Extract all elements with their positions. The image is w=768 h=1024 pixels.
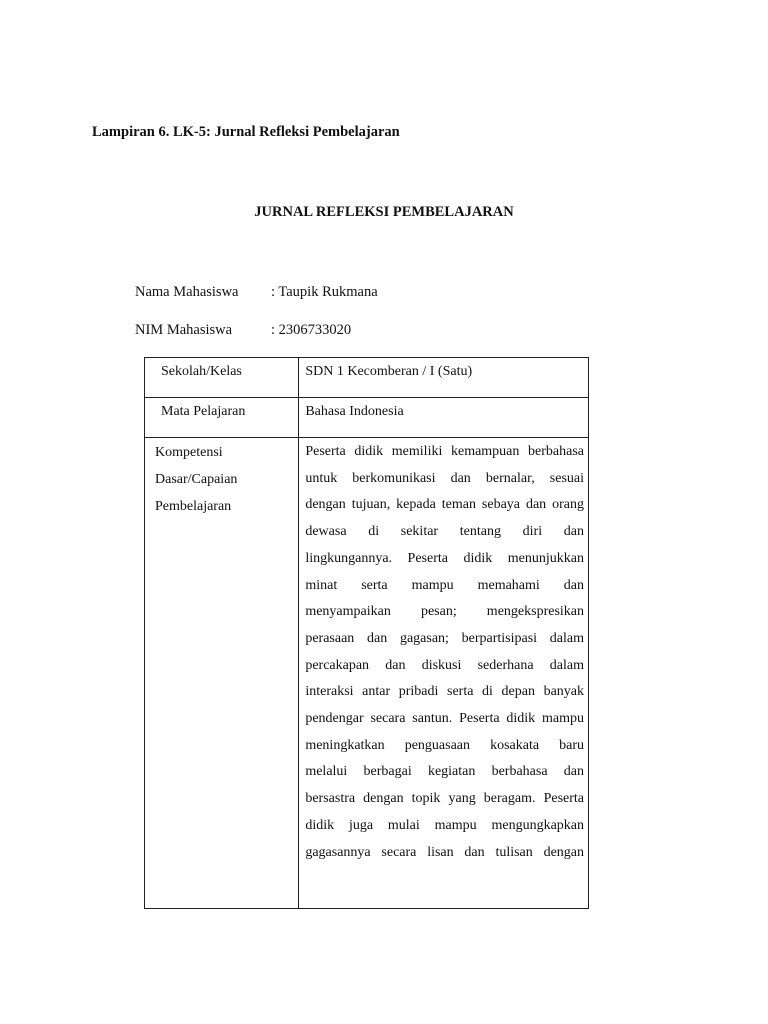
document-title: JURNAL REFLEKSI PEMBELAJARAN	[254, 204, 514, 220]
competency-text-line: pendengar secara santun. Peserta didik mampu	[305, 711, 584, 727]
reflection-info-table	[144, 357, 589, 909]
school-class-value: SDN 1 Kecomberan / I (Satu)	[305, 364, 473, 379]
competency-text-line: gagasannya secara lisan dan tulisan dengan	[305, 844, 584, 860]
student-id-value: : 2306733020	[271, 322, 352, 338]
competency-text-line: melalui berbagai kegiatan berbahasa dan	[305, 764, 584, 780]
competency-text-line: perasaan dan gagasan; berpartisipasi dalam	[305, 630, 584, 646]
table-cell-label	[145, 398, 299, 438]
competency-text-line: minat serta mampu memahami dan	[305, 577, 584, 593]
competency-text-line: percakapan dan diskusi sederhana dalam	[305, 657, 584, 673]
competency-text	[299, 438, 588, 866]
competency-text-line: untuk berkomunikasi dan bernalar, sesuai	[305, 470, 584, 486]
competency-text-line: dengan tujuan, kepada teman sebaya dan orang	[305, 497, 584, 513]
competency-text-line: didik juga mulai mampu mengungkapkan	[305, 817, 584, 833]
competency-label-line: Kompetensi	[155, 445, 223, 460]
subject-label: Mata Pelajaran	[161, 404, 246, 419]
competency-text-line: interaksi antar pribadi serta di depan banyak	[305, 684, 584, 700]
table-cell-value	[299, 398, 589, 438]
competency-label-line: Dasar/Capaian	[155, 472, 238, 487]
competency-text-line: menyampaikan pesan; mengekspresikan	[305, 604, 584, 620]
table-cell-label	[145, 358, 299, 398]
table-row	[145, 438, 589, 909]
table-cell-label	[145, 438, 299, 909]
table-cell-value	[299, 358, 589, 398]
student-name-value: : Taupik Rukmana	[271, 284, 378, 300]
competency-label-line: Pembelajaran	[155, 499, 232, 514]
table-row	[145, 358, 589, 398]
student-id-label: NIM Mahasiswa	[135, 322, 233, 338]
table-row	[145, 398, 589, 438]
subject-value: Bahasa Indonesia	[305, 404, 404, 419]
competency-text-line: lingkungannya. Peserta didik menunjukkan	[305, 550, 584, 566]
competency-text-line: Peserta didik memiliki kemampuan berbahasa	[305, 444, 584, 459]
competency-text-line: dewasa di sekitar tentang diri dan	[305, 524, 584, 540]
school-class-label: Sekolah/Kelas	[161, 364, 242, 379]
competency-label	[145, 438, 298, 520]
table-cell-value	[299, 438, 589, 909]
appendix-heading: Lampiran 6. LK-5: Jurnal Refleksi Pembelajaran	[92, 124, 400, 140]
competency-text-line: bersastra dengan topik yang beragam. Peserta	[305, 791, 584, 807]
competency-text-line: meningkatkan penguasaan kosakata baru	[305, 737, 584, 753]
student-name-label: Nama Mahasiswa	[135, 284, 239, 300]
